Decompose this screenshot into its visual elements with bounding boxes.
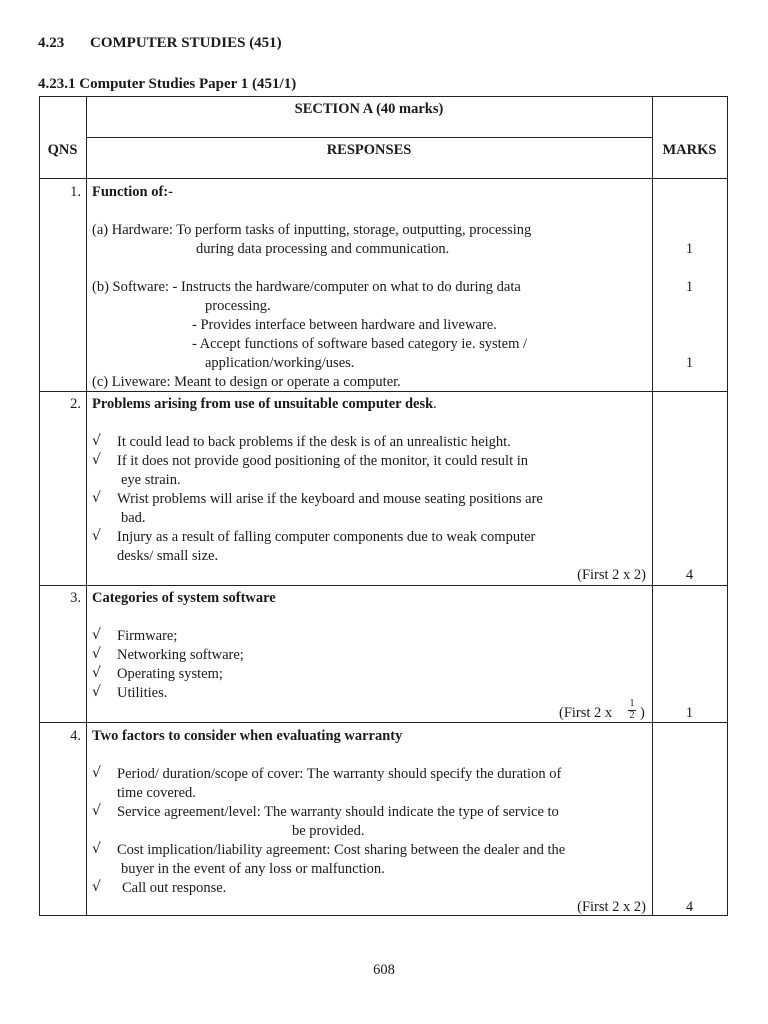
section-title: COMPUTER STUDIES (451) <box>90 35 282 51</box>
question-number: 2. <box>70 396 81 412</box>
mark-value: 4 <box>685 567 694 583</box>
row-line-q1 <box>39 391 728 392</box>
check-icon: √ <box>92 646 101 662</box>
question-number: 1. <box>70 184 81 200</box>
mark-value: 1 <box>685 241 694 257</box>
table-border-left <box>39 96 40 916</box>
column-divider-qns <box>86 96 87 916</box>
question-title <box>92 395 437 413</box>
row-line-q2 <box>39 585 728 586</box>
response-line: If it does not provide good positioning of the monitor, it could result in <box>117 453 529 469</box>
check-icon: √ <box>92 433 101 449</box>
response-line: (c) Liveware: Meant to design or operate a computer. <box>92 374 401 390</box>
check-icon: √ <box>92 665 101 681</box>
response-line: Call out response. <box>122 880 227 896</box>
paper-title: 4.23.1 Computer Studies Paper 1 (451/1) <box>38 76 297 92</box>
check-icon: √ <box>92 803 101 819</box>
row-line-header <box>39 178 728 179</box>
table-border-right <box>727 96 728 916</box>
row-line-section <box>86 137 653 138</box>
response-line: Utilities. <box>117 685 168 701</box>
check-icon: √ <box>92 765 101 781</box>
table-border-top <box>39 96 728 97</box>
question-number: 4. <box>70 728 81 744</box>
question-title: Categories of system software <box>92 590 276 606</box>
column-header-marks: MARKS <box>662 142 717 158</box>
fraction-numerator: 1 <box>629 698 635 709</box>
award-note-prefix: (First 2 x <box>559 705 613 721</box>
page-number: 608 <box>373 962 395 978</box>
row-line-q3 <box>39 722 728 723</box>
award-note-suffix: ) <box>640 705 645 721</box>
award-note: (First 2 x 2) <box>577 899 646 915</box>
response-line: (b) Software: - Instructs the hardware/computer on what to do during data <box>92 279 521 295</box>
response-line: Service agreement/level: The warranty should indicate the type of service to <box>117 804 559 820</box>
response-line: (a) Hardware: To perform tasks of inputting, storage, outputting, processing <box>92 222 532 238</box>
check-icon: √ <box>92 684 101 700</box>
response-line: desks/ small size. <box>117 548 219 564</box>
question-title-text: Problems arising from use of unsuitable computer desk <box>92 396 434 412</box>
response-line: - Accept functions of software based category ie. system / <box>192 336 528 352</box>
check-icon: √ <box>92 879 101 895</box>
response-line: processing. <box>205 298 271 314</box>
response-line: buyer in the event of any loss or malfunction. <box>121 861 385 877</box>
check-icon: √ <box>92 490 101 506</box>
question-title-period: . <box>433 396 437 412</box>
column-header-qns: QNS <box>47 142 78 158</box>
mark-value: 4 <box>685 899 694 915</box>
column-divider-marks <box>652 96 653 916</box>
response-line: Networking software; <box>117 647 244 663</box>
response-line: application/working/uses. <box>205 355 355 371</box>
mark-value: 1 <box>685 705 694 721</box>
mark-value: 1 <box>685 279 694 295</box>
section-label: SECTION A (40 marks) <box>294 101 444 117</box>
response-line: Period/ duration/scope of cover: The warranty should specify the duration of <box>117 766 562 782</box>
mark-value: 1 <box>685 355 694 371</box>
question-number: 3. <box>70 590 81 606</box>
response-line: - Provides interface between hardware and liveware. <box>192 317 497 333</box>
response-line: Firmware; <box>117 628 178 644</box>
section-number: 4.23 <box>38 35 65 51</box>
response-line: eye strain. <box>121 472 181 488</box>
response-line: time covered. <box>117 785 196 801</box>
award-note: (First 2 x 2) <box>577 567 646 583</box>
column-header-responses: RESPONSES <box>326 142 412 158</box>
response-line: Operating system; <box>117 666 223 682</box>
question-title: Two factors to consider when evaluating warranty <box>92 728 403 744</box>
response-line: Injury as a result of falling computer components due to weak computer <box>117 529 536 545</box>
response-line: during data processing and communication. <box>196 241 450 257</box>
check-icon: √ <box>92 528 101 544</box>
question-title: Function of:- <box>92 184 173 200</box>
response-line: It could lead to back problems if the desk is of an unrealistic height. <box>117 434 511 450</box>
response-line: Cost implication/liability agreement: Cost sharing between the dealer and the <box>117 842 566 858</box>
response-line: Wrist problems will arise if the keyboard and mouse seating positions are <box>117 491 543 507</box>
fraction-denominator: 2 <box>629 710 635 721</box>
check-icon: √ <box>92 452 101 468</box>
check-icon: √ <box>92 627 101 643</box>
check-icon: √ <box>92 841 101 857</box>
response-line: be provided. <box>292 823 365 839</box>
response-line: bad. <box>121 510 146 526</box>
